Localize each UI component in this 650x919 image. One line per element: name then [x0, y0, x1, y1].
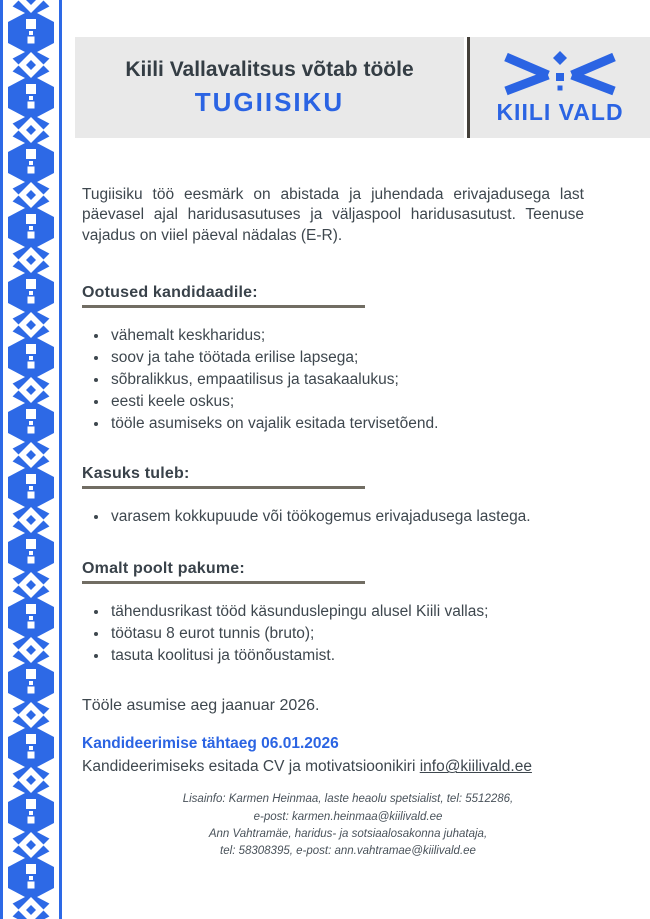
page-body: [75, 185, 650, 860]
position-title: TUGIISIKU: [194, 86, 345, 117]
list-item: • töötasu 8 eurot tunnis (bruto);: [109, 623, 614, 645]
flyer-content: [75, 0, 650, 860]
section-kasuks: [82, 465, 614, 528]
list-item: • tähendusrikast tööd käsunduslepingu alusel Kiili vallas;: [109, 601, 614, 623]
footer-line: tel: 58308395, e-post: ann.vahtramae@kiilivald.ee: [220, 845, 476, 858]
list-item: • eesti keele oskus;: [109, 391, 614, 413]
logo-box: [470, 37, 650, 138]
section-heading: Kasuks tuleb:: [82, 465, 365, 489]
start-date-line: Tööle asumise aeg jaanuar 2026.: [82, 697, 320, 715]
page-title: Kiili Vallavalitsus võtab tööle: [125, 57, 414, 81]
section-heading: Omalt poolt pakume:: [82, 560, 365, 584]
list-item: • sõbralikkus, empaatilisus ja tasakaalukus;: [109, 369, 614, 391]
section-omalt: [82, 560, 614, 667]
bullet-list: [82, 506, 614, 528]
application-instructions: [82, 758, 614, 776]
list-item: • varasem kokkupuude või töökogemus erivajadusega lastega.: [109, 506, 614, 528]
contact-info-footer: [82, 791, 614, 860]
footer-line: Ann Vahtramäe, haridus- ja sotsiaalosakonna juhataja,: [208, 827, 488, 840]
list-item: • soov ja tahe töötada erilise lapsega;: [109, 347, 614, 369]
title-box: [75, 37, 464, 138]
bullet-list: [82, 601, 614, 667]
intro-paragraph: Tugiisiku töö eesmärk on abistada ja juhendada erivajadusega last päevasel ajal haridusasutuses ja väljaspool haridusasutust. Teenuse vajadus on viiel päeval nädalas (E-R).: [82, 186, 584, 244]
dragonfly-icon: [504, 50, 616, 96]
header: [75, 37, 650, 138]
logo-wordmark: KIILI VALD: [496, 98, 624, 125]
section-ootused: [82, 284, 614, 435]
list-item: • tasuta koolitusi ja töönõustamist.: [109, 645, 614, 667]
list-item: • tööle asumiseks on vajalik esitada tervisetõend.: [109, 413, 614, 435]
folk-pattern-ribbon-icon: [0, 0, 62, 919]
section-heading: Ootused kandidaadile:: [82, 284, 365, 308]
bullet-list: [82, 325, 614, 435]
application-email-link[interactable]: info@kiilivald.ee: [419, 758, 532, 776]
application-deadline: Kandideerimise tähtaeg 06.01.2026: [82, 735, 339, 753]
footer-line: Lisainfo: Karmen Heinmaa, laste heaolu spetsialist, tel: 5512286,: [182, 793, 514, 806]
application-text: Kandideerimiseks esitada CV ja motivatsioonikiri: [82, 758, 420, 776]
list-item: • vähemalt keskharidus;: [109, 325, 614, 347]
footer-line: e-post: karmen.heinmaa@kiilivald.ee: [253, 810, 443, 823]
